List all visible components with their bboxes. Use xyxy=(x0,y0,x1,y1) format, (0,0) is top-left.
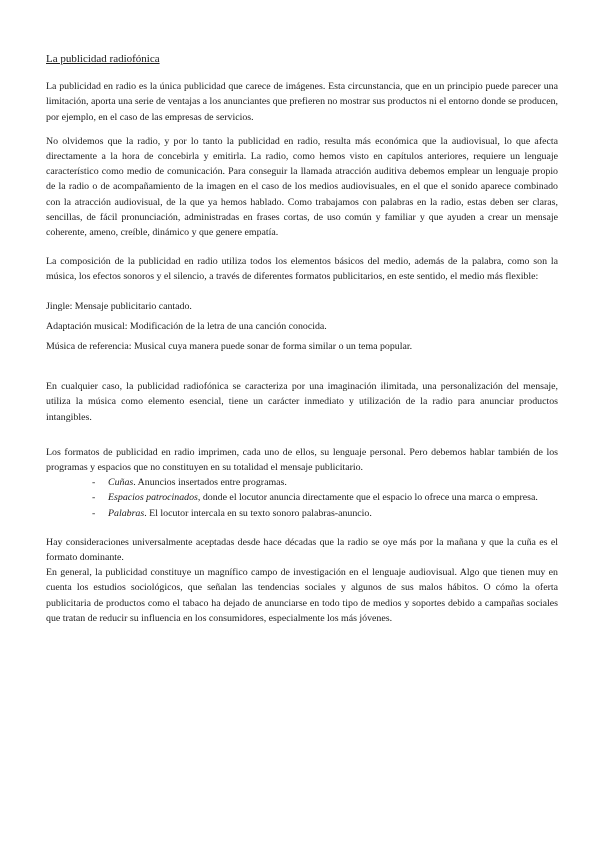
paragraph-characteristics: En cualquier caso, la publicidad radiofónica se caracteriza por una imaginación ilimitada, una personalización del mensaje, utiliza la música como elemento esencial, tiene un carácter inmediato y utilización de la radio para anunciar productos intangibles. xyxy=(46,381,558,423)
definition-term: Música de referencia xyxy=(46,341,129,353)
paragraph-composition: La composición de la publicidad en radio utiliza todos los elementos básicos del medio, además de la palabra, como son la música, los efectos sonoros y el silencio, a través de diferentes formatos publicitarios, en este sentido, el medio más flexible: xyxy=(46,256,558,283)
definition-item xyxy=(46,339,558,354)
paragraph-language: No olvidemos que la radio, y por lo tanto la publicidad en radio, resulta más económica que la audiovisual, lo que afecta directamente a la hora de concebirla y emitirla. La radio, como hemos visto en capítulos anteriores, requiere un lenguaje característico como medio de comunicación. Para conseguir la llamada atracción auditiva debemos emplear un lenguaje propio de la radio o de acompañamiento de la imagen en el caso de los medios audiovisuales, en el que el sonido aparece combinado con la atracción audiovisual, de la que ya hemos hablado. Como trabajamos con palabras en la radio, estas deben ser claras, sencillas, de fácil pronunciación, administradas en frases cortas, de uso común y familiar y que ayuden a crear un mensaje coherente, ameno, creíble, dinámico y que genere empatía. xyxy=(46,135,558,239)
document-title: La publicidad radiofónica xyxy=(46,53,160,65)
definition-item xyxy=(46,319,558,334)
definition-term: Jingle xyxy=(46,300,70,312)
list-item xyxy=(92,490,558,505)
format-text: . El locutor intercala en su texto sonoro palabras-anuncio. xyxy=(144,507,372,519)
document-page xyxy=(46,52,558,626)
paragraph-conclusion: En general, la publicidad constituye un magnífico campo de investigación en el lenguaje audiovisual. Algo que tienen muy en cuenta los estudios sociológicos, que señalan las tendencias sociales y algunos de sus malos hábitos. O cómo la oferta publicitaria de productos como el tabaco ha dejado de anunciarse en todo tipo de medios y soportes debido a campañas sociales que tratan de reducir su influencia en los consumidores, especialmente los más jóvenes. xyxy=(46,567,558,624)
format-term: Palabras xyxy=(108,507,145,519)
definition-text: : Modificación de la letra de una canción conocida. xyxy=(124,320,327,332)
format-term: Espacios patrocinados xyxy=(108,492,198,504)
format-text: . Anuncios insertados entre programas. xyxy=(133,477,287,489)
format-text: , donde el locutor anuncia directamente que el espacio lo ofrece una marca o empresa. xyxy=(197,492,538,504)
paragraph-formats: Los formatos de publicidad en radio imprimen, cada uno de ellos, su lenguaje personal. Pero debemos hablar también de los programas y espacios que no constituyen en su totalidad el mensaje publicitario. xyxy=(46,446,558,474)
list-item xyxy=(92,506,558,521)
list-item xyxy=(92,475,558,490)
definition-item xyxy=(46,299,558,314)
definition-text: : Mensaje publicitario cantado. xyxy=(69,300,192,312)
definition-list xyxy=(46,299,558,355)
formats-list xyxy=(46,475,558,521)
format-term: Cuñas xyxy=(108,477,134,489)
paragraph-morning: Hay consideraciones universalmente aceptadas desde hace décadas que la radio se oye más por la mañana y que la cuña es el formato dominante. xyxy=(46,536,558,564)
definition-term: Adaptación musical xyxy=(46,320,125,332)
paragraph-intro: La publicidad en radio es la única publicidad que carece de imágenes. Esta circunstancia, que en un principio puede parecer una limitación, aporta una serie de ventajas a los anunciantes que prefieren no mostrar sus productos ni el entorno donde se producen, por ejemplo, en el caso de las empresas de servicios. xyxy=(46,81,558,123)
definition-text: : Musical cuya manera puede sonar de forma similar o un tema popular. xyxy=(128,341,413,353)
